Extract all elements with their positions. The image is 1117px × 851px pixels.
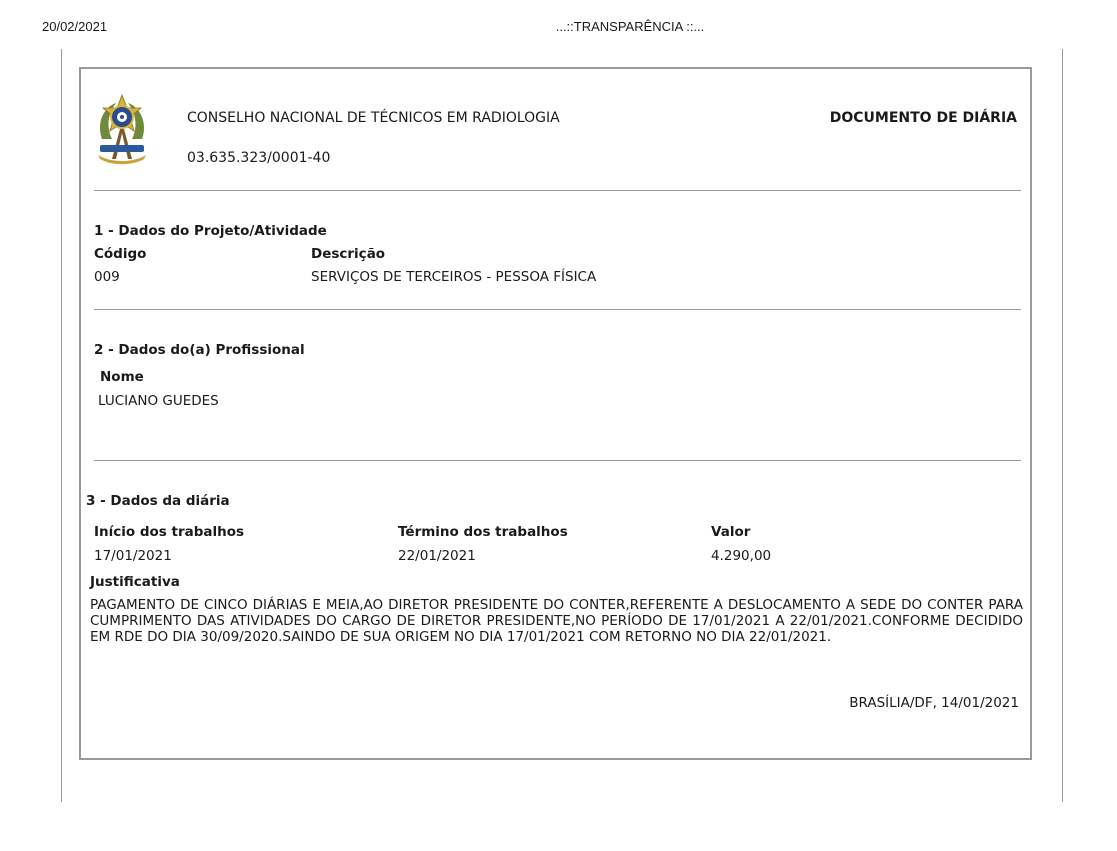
page-border-right	[1062, 49, 1063, 802]
justification-text: PAGAMENTO DE CINCO DIÁRIAS E MEIA,AO DIRETOR PRESIDENTE DO CONTER,REFERENTE A DESLOCAMENTO A SEDE DO CONTER PARA CUMPRIMENTO DAS ATIVIDADES DO CARGO DE DIRETOR PRESIDENTE,NO PERÍODO DE 17/01/2021 A 22/01/2021.CONFORME DECIDIDO EM RDE DO DIA 30/09/2020.SAINDO DE SUA ORIGEM NO DIA 17/01/2021 COM RETORNO NO DIA 22/01/2021.	[90, 597, 1023, 645]
document-frame	[79, 67, 1032, 760]
divider	[94, 309, 1021, 310]
description-value: SERVIÇOS DE TERCEIROS - PESSOA FÍSICA	[311, 269, 597, 285]
divider	[94, 460, 1021, 461]
justification-label: Justificativa	[90, 574, 180, 590]
place-date: BRASÍLIA/DF, 14/01/2021	[849, 695, 1019, 711]
start-value: 17/01/2021	[94, 548, 172, 564]
code-label: Código	[94, 246, 147, 262]
value-label: Valor	[711, 524, 751, 540]
divider	[94, 190, 1021, 191]
section-1-title: 1 - Dados do Projeto/Atividade	[94, 223, 327, 239]
print-header	[0, 19, 1117, 39]
value-amount: 4.290,00	[711, 548, 772, 564]
org-cnpj: 03.635.323/0001-40	[187, 150, 331, 166]
end-label: Término dos trabalhos	[398, 524, 568, 540]
document-type: DOCUMENTO DE DIÁRIA	[829, 110, 1017, 126]
page-border-left	[61, 49, 62, 802]
org-name: CONSELHO NACIONAL DE TÉCNICOS EM RADIOLOGIA	[187, 110, 560, 126]
brazil-coat-of-arms-icon	[94, 93, 150, 167]
print-date: 20/02/2021	[42, 19, 108, 34]
end-value: 22/01/2021	[398, 548, 476, 564]
name-value: LUCIANO GUEDES	[98, 393, 219, 409]
section-2-title: 2 - Dados do(a) Profissional	[94, 342, 305, 358]
section-3-title: 3 - Dados da diária	[86, 493, 230, 509]
description-label: Descrição	[311, 246, 386, 262]
start-label: Início dos trabalhos	[94, 524, 245, 540]
name-label: Nome	[100, 369, 144, 385]
code-value: 009	[94, 269, 120, 285]
print-title: ...::TRANSPARÊNCIA ::...	[555, 19, 705, 34]
